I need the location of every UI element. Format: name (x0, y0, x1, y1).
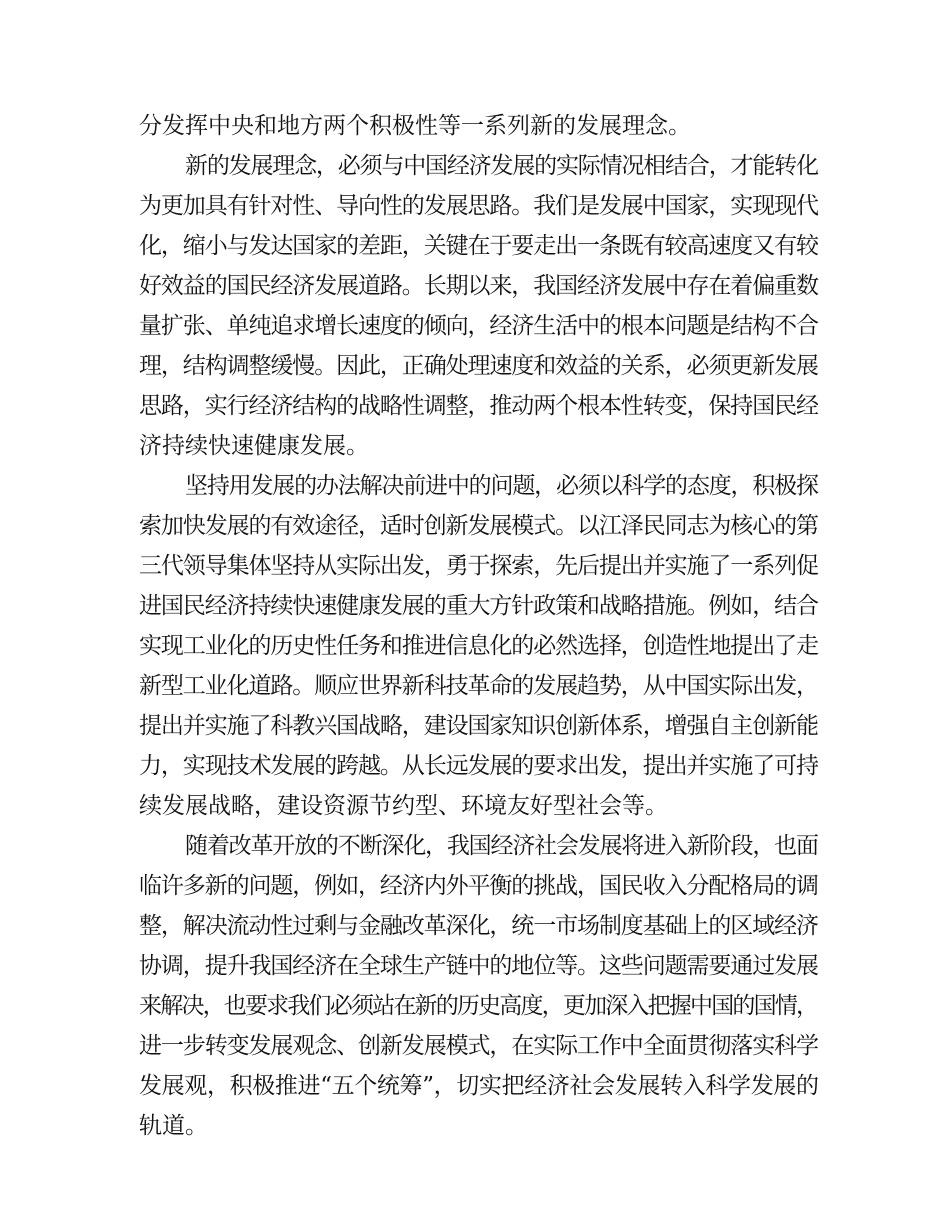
text-line: 量扩张、单纯追求增长速度的倾向，经济生活中的根本问题是结构不合 (139, 313, 818, 339)
text-line: 进国民经济持续快速健康发展的重大方针政策和战略措施。例如，结合 (139, 593, 818, 619)
text-line: 三代领导集体坚持从实际出发，勇于探索，先后提出并实施了一系列促 (139, 553, 818, 579)
text-line: 化，缩小与发达国家的差距，关键在于要走出一条既有较高速度又有较 (139, 233, 818, 259)
text-line: 济持续快速健康发展。 (139, 433, 369, 459)
text-line: 实现工业化的历史性任务和推进信息化的必然选择，创造性地提出了走 (139, 633, 818, 659)
text-line: 进一步转变发展观念、创新发展模式，在实际工作中全面贯彻落实科学 (139, 1033, 818, 1059)
text-line: 坚持用发展的办法解决前进中的问题，必须以科学的态度，积极探 (185, 473, 818, 499)
paragraph-2 (139, 146, 819, 466)
text-line: 整，解决流动性过剩与金融改革深化，统一市场制度基础上的区域经济 (139, 913, 818, 939)
text-line: 临许多新的问题，例如，经济内外平衡的挑战，国民收入分配格局的调 (139, 873, 818, 899)
paragraph-3 (139, 466, 819, 826)
text-line: 思路，实行经济结构的战略性调整，推动两个根本性转变，保持国民经 (139, 393, 818, 419)
text-line: 索加快发展的有效途径，适时创新发展模式。以江泽民同志为核心的第 (139, 513, 818, 539)
text-line: 为更加具有针对性、导向性的发展思路。我们是发展中国家，实现现代 (139, 193, 818, 219)
text-line: 理，结构调整缓慢。因此，正确处理速度和效益的关系，必须更新发展 (139, 353, 818, 379)
text-line: 分发挥中央和地方两个积极性等一系列新的发展理念。 (139, 113, 691, 139)
text-line: 续发展战略，建设资源节约型、环境友好型社会等。 (139, 793, 668, 819)
text-line: 新型工业化道路。顺应世界新科技革命的发展趋势，从中国实际出发， (139, 673, 818, 699)
text-line: 来解决，也要求我们必须站在新的历史高度，更加深入把握中国的国情， (139, 993, 818, 1019)
text-line: 发展观，积极推进“五个统筹”，切实把经济社会发展转入科学发展的 (139, 1073, 819, 1099)
text-line: 好效益的国民经济发展道路。长期以来，我国经济发展中存在着偏重数 (139, 273, 818, 299)
text-line: 协调，提升我国经济在全球生产链中的地位等。这些问题需要通过发展 (139, 953, 818, 979)
text-line: 新的发展理念，必须与中国经济发展的实际情况相结合，才能转化 (185, 153, 818, 179)
text-line: 随着改革开放的不断深化，我国经济社会发展将进入新阶段，也面 (185, 833, 818, 859)
paragraph-1 (139, 106, 819, 146)
paragraph-4 (139, 826, 819, 1146)
document-body (139, 106, 819, 1146)
text-line: 力，实现技术发展的跨越。从长远发展的要求出发，提出并实施了可持 (139, 753, 818, 779)
text-line: 轨道。 (139, 1113, 208, 1139)
text-line: 提出并实施了科教兴国战略，建设国家知识创新体系，增强自主创新能 (139, 713, 818, 739)
